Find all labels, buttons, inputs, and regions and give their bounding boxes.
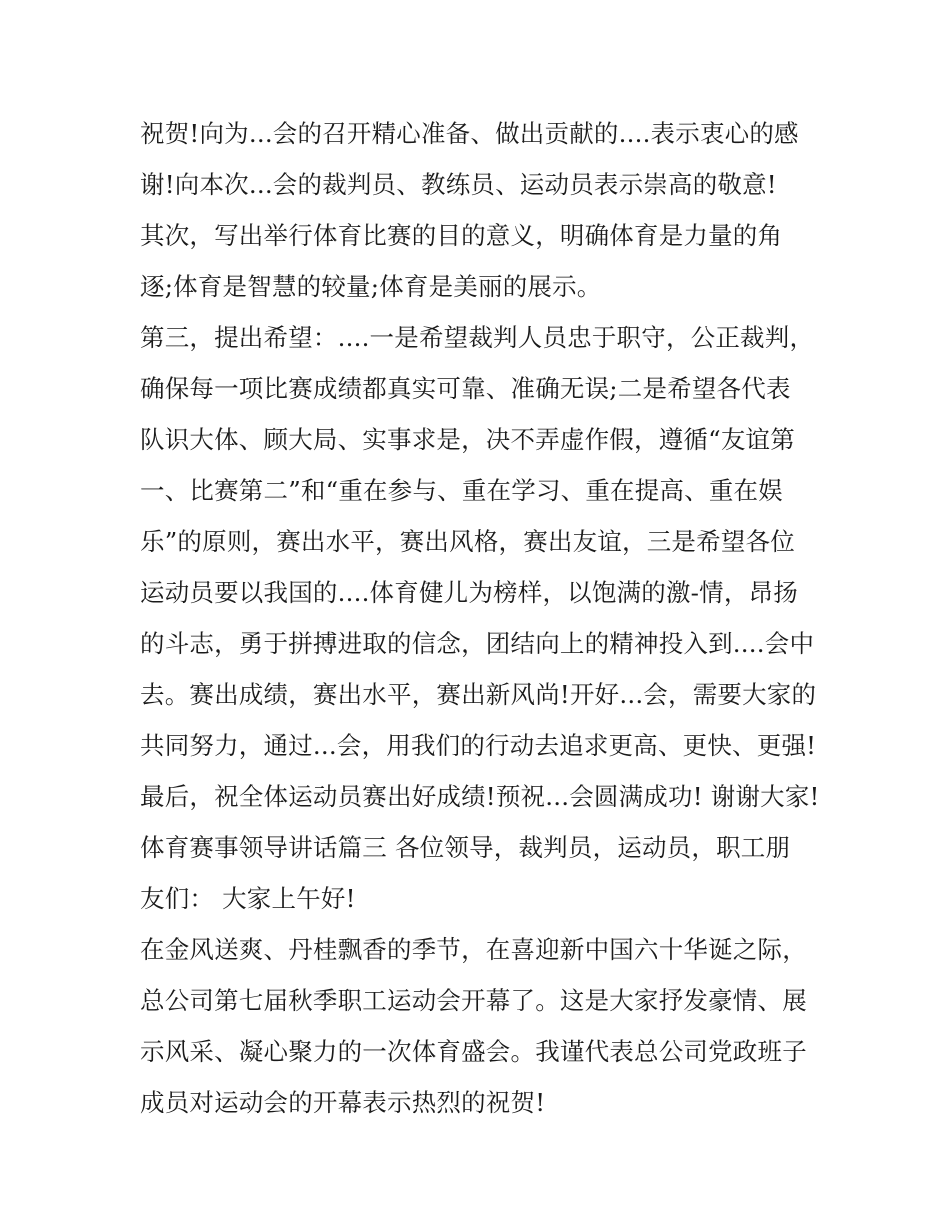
text-line: 第三，提出希望：....一是希望裁判人员忠于职守，公正裁判，: [140, 323, 815, 352]
text-line: 其次，写出举行体育比赛的目的意义，明确体育是力量的角: [140, 221, 783, 250]
text-line: 在金风送爽、丹桂飘香的季节，在喜迎新中国六十华诞之际，: [140, 935, 807, 964]
text-line: 成员对运动会的开幕表示热烈的祝贺!: [140, 1088, 546, 1117]
text-line: 确保每一项比赛成绩都真实可靠、准确无误;二是希望各代表: [140, 374, 791, 403]
text-line: 总公司第七届秋季职工运动会开幕了。这是大家抒发豪情、展: [140, 986, 807, 1015]
text-line: 队识大体、顾大局、实事求是，决不弄虚作假，遵循“友谊第: [140, 425, 795, 454]
text-line: 体育赛事领导讲话篇三 各位领导，裁判员，运动员，职工朋: [140, 833, 791, 862]
text-line: 共同努力，通过...会，用我们的行动去追求更高、更快、更强!: [140, 731, 817, 760]
text-line: 逐;体育是智慧的较量;体育是美丽的展示。: [140, 272, 602, 301]
text-line: 友们： 大家上午好!: [140, 884, 356, 913]
document-body: [140, 108, 830, 1128]
text-line: 的斗志，勇于拼搏进取的信念，团结向上的精神投入到....会中: [140, 629, 815, 658]
text-line: 示风采、凝心聚力的一次体育盛会。我谨代表总公司党政班子: [140, 1037, 807, 1066]
text-line: 祝贺!向为...会的召开精心准备、做出贡献的....表示衷心的感: [140, 119, 799, 148]
text-line: 乐”的原则，赛出水平，赛出风格，赛出友谊，三是希望各位: [140, 527, 795, 556]
text-line: 一、比赛第二”和“重在参与、重在学习、重在提高、重在娱: [140, 476, 783, 505]
text-line: 最后，祝全体运动员赛出好成绩!预祝...会圆满成功! 谢谢大家!: [140, 782, 820, 811]
text-line: 谢!向本次...会的裁判员、教练员、运动员表示崇高的敬意!: [140, 170, 777, 199]
text-line: 去。赛出成绩，赛出水平，赛出新风尚!开好...会，需要大家的: [140, 680, 817, 709]
text-line: 运动员要以我国的....体育健儿为榜样，以饱满的激-情，昂扬: [140, 578, 798, 607]
